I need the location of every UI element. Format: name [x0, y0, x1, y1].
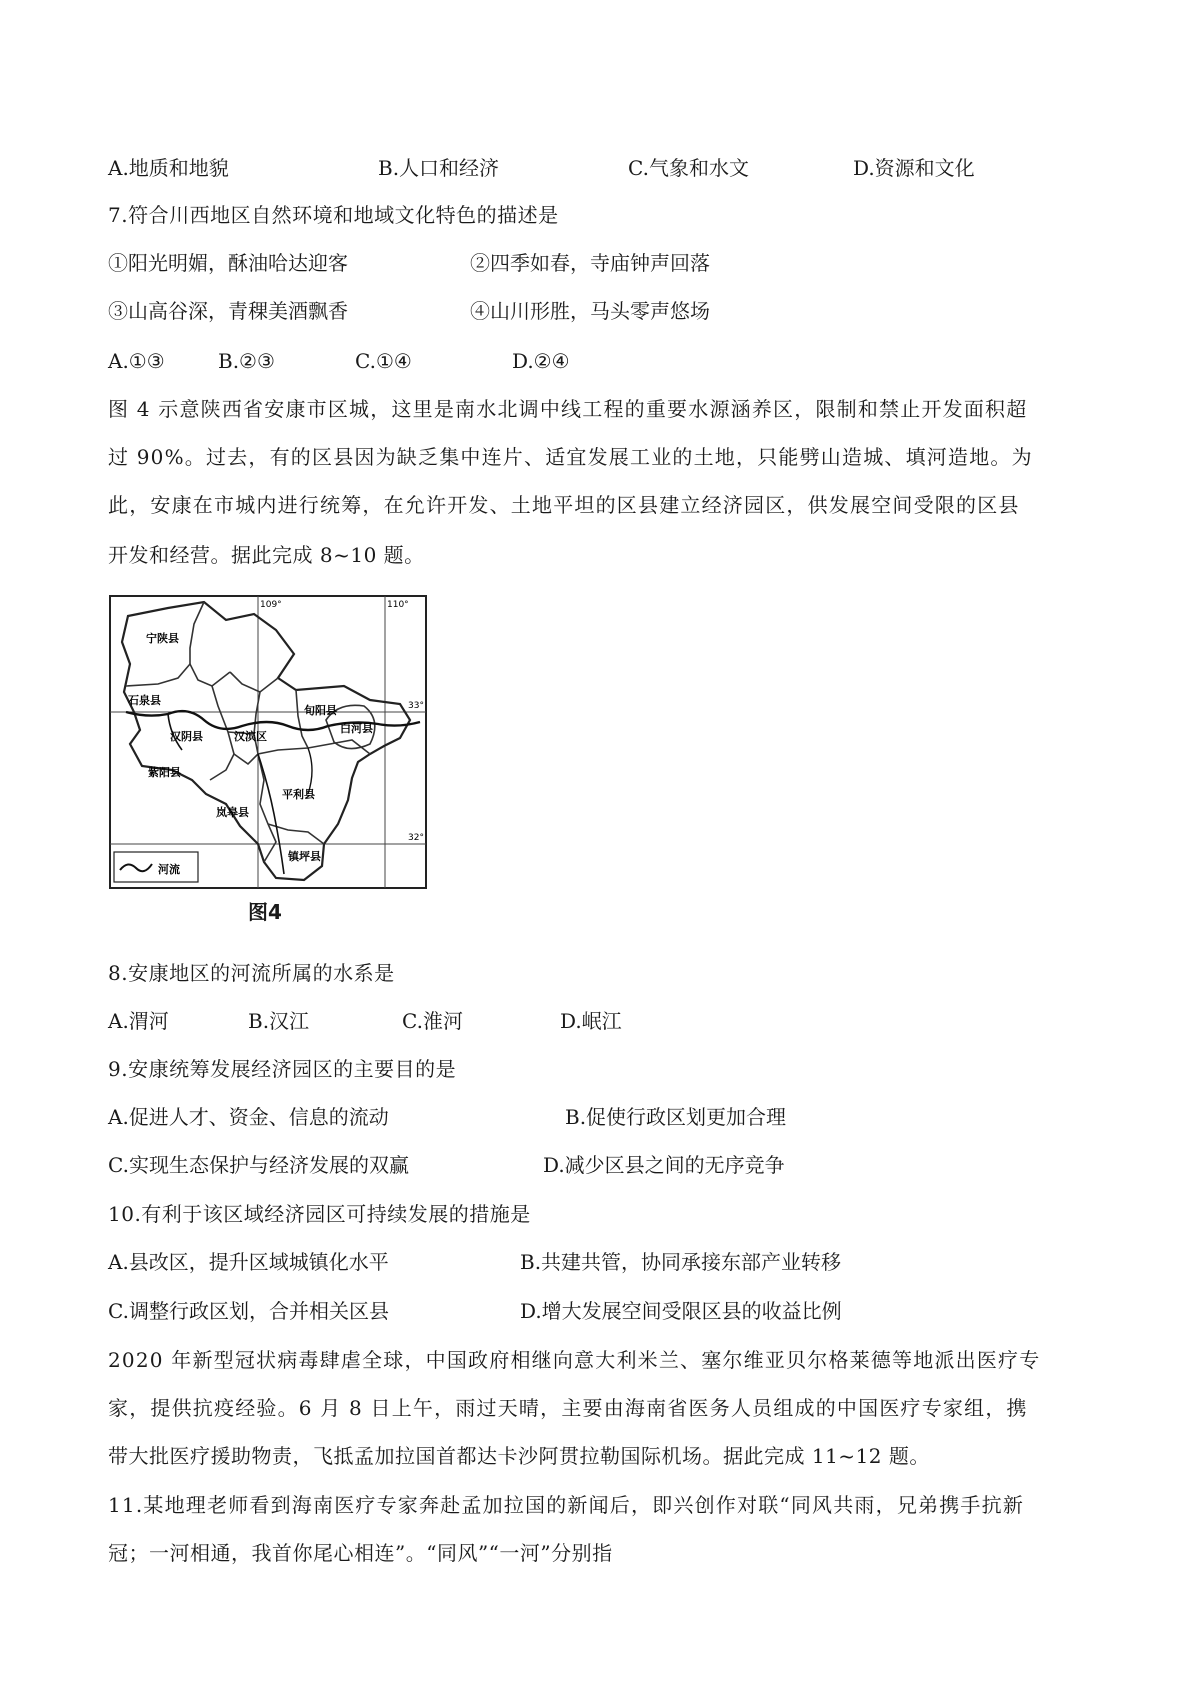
- q10-option-c[interactable]: C.调整行政区划，合并相关区县: [108, 1299, 389, 1323]
- county-label-shiquan: 石泉县: [128, 694, 161, 707]
- county-label-ziyang: 紫阳县: [148, 766, 181, 779]
- q7-option-a[interactable]: A.①③: [108, 349, 165, 373]
- q8-option-c[interactable]: C.淮河: [402, 1009, 463, 1033]
- county-label-xunyang: 旬阳县: [304, 704, 337, 717]
- q6-option-c[interactable]: C.气象和水文: [628, 156, 749, 180]
- q8-option-d[interactable]: D.岷江: [560, 1009, 622, 1033]
- q7-item-3: ③山高谷深，青稞美酒飘香: [108, 299, 348, 323]
- county-label-zhenping: 镇坪县: [288, 850, 321, 863]
- map-legend-box: [114, 852, 198, 882]
- figure-caption: 图4: [248, 900, 282, 924]
- q9-option-a[interactable]: A.促进人才、资金、信息的流动: [108, 1105, 389, 1129]
- q7-item-4: ④山川形胜，马头零声悠场: [470, 299, 710, 323]
- passage1-line: 图 4 示意陕西省安康市区城，这里是南水北调中线工程的重要水源涵养区，限制和禁止开发面积超: [108, 397, 1028, 421]
- passage1-line: 开发和经营。据此完成 8~10 题。: [108, 543, 425, 567]
- q7-option-d[interactable]: D.②④: [512, 349, 570, 373]
- lon-label-110: 110°: [387, 600, 409, 610]
- q9-option-c[interactable]: C.实现生态保护与经济发展的双赢: [108, 1153, 409, 1177]
- lat-label-32: 32°: [408, 833, 424, 843]
- passage2-line: 带大批医疗援助物责，飞抵孟加拉国首都达卡沙阿贯拉勒国际机场。据此完成 11~12 题。: [108, 1444, 930, 1468]
- q8-option-b[interactable]: B.汉江: [248, 1009, 310, 1033]
- q11-stem-line: 11.某地理老师看到海南医疗专家奔赴孟加拉国的新闻后，即兴创作对联“同风共雨，兄弟携手抗新: [108, 1493, 1025, 1517]
- passage2-line: 家，提供抗疫经验。6 月 8 日上午，雨过天晴，主要由海南省医务人员组成的中国医疗专家组，携: [108, 1396, 1028, 1420]
- q10-option-d[interactable]: D.增大发展空间受限区县的收益比例: [520, 1299, 842, 1323]
- lon-label-109: 109°: [260, 600, 282, 610]
- county-label-langao: 岚皋县: [216, 806, 249, 819]
- q10-option-b[interactable]: B.共建共管，协同承接东部产业转移: [520, 1250, 842, 1274]
- q9-stem: 9.安康统筹发展经济园区的主要目的是: [108, 1057, 457, 1081]
- q8-stem: 8.安康地区的河流所属的水系是: [108, 961, 395, 985]
- q6-option-d[interactable]: D.资源和文化: [853, 156, 975, 180]
- q6-option-b[interactable]: B.人口和经济: [378, 156, 500, 180]
- q6-option-a[interactable]: A.地质和地貌: [108, 156, 229, 180]
- county-label-pingli: 平利县: [282, 788, 315, 801]
- county-label-baihe: 白河县: [340, 722, 373, 735]
- passage1-line: 过 90%。过去，有的区县因为缺乏集中连片、适宜发展工业的土地，只能劈山造城、填河造地。为: [108, 445, 1033, 469]
- county-label-hanyin: 汉阴县: [170, 730, 203, 743]
- passage1-line: 此，安康在市城内进行统筹，在允许开发、土地平坦的区县建立经济园区，供发展空间受限的区县: [108, 493, 1020, 517]
- q10-option-a[interactable]: A.县改区，提升区域城镇化水平: [108, 1250, 389, 1274]
- q7-option-c[interactable]: C.①④: [355, 349, 412, 373]
- q7-stem: 7.符合川西地区自然环境和地域文化特色的描述是: [108, 203, 559, 227]
- legend-river-label: 河流: [158, 863, 180, 876]
- county-label-hanbin: 汉滨区: [234, 730, 267, 743]
- q8-option-a[interactable]: A.渭河: [108, 1009, 169, 1033]
- passage2-line: 2020 年新型冠状病毒肆虐全球，中国政府相继向意大利米兰、塞尔维亚贝尔格莱德等地派出医疗专: [108, 1348, 1041, 1372]
- q11-stem-line: 冠；一河相通，我首你尾心相连”。“同风”“一河”分别指: [108, 1541, 613, 1565]
- q10-stem: 10.有利于该区域经济园区可持续发展的措施是: [108, 1202, 531, 1226]
- county-label-ningshan: 宁陕县: [146, 632, 179, 645]
- q7-item-1: ①阳光明媚，酥油哈达迎客: [108, 251, 348, 275]
- q9-option-d[interactable]: D.减少区县之间的无序竞争: [543, 1153, 785, 1177]
- q9-option-b[interactable]: B.促使行政区划更加合理: [565, 1105, 787, 1129]
- q7-item-2: ②四季如春，寺庙钟声回落: [470, 251, 710, 275]
- q7-option-b[interactable]: B.②③: [218, 349, 275, 373]
- lat-label-33: 33°: [408, 701, 424, 711]
- ankang-map-figure: [108, 594, 430, 894]
